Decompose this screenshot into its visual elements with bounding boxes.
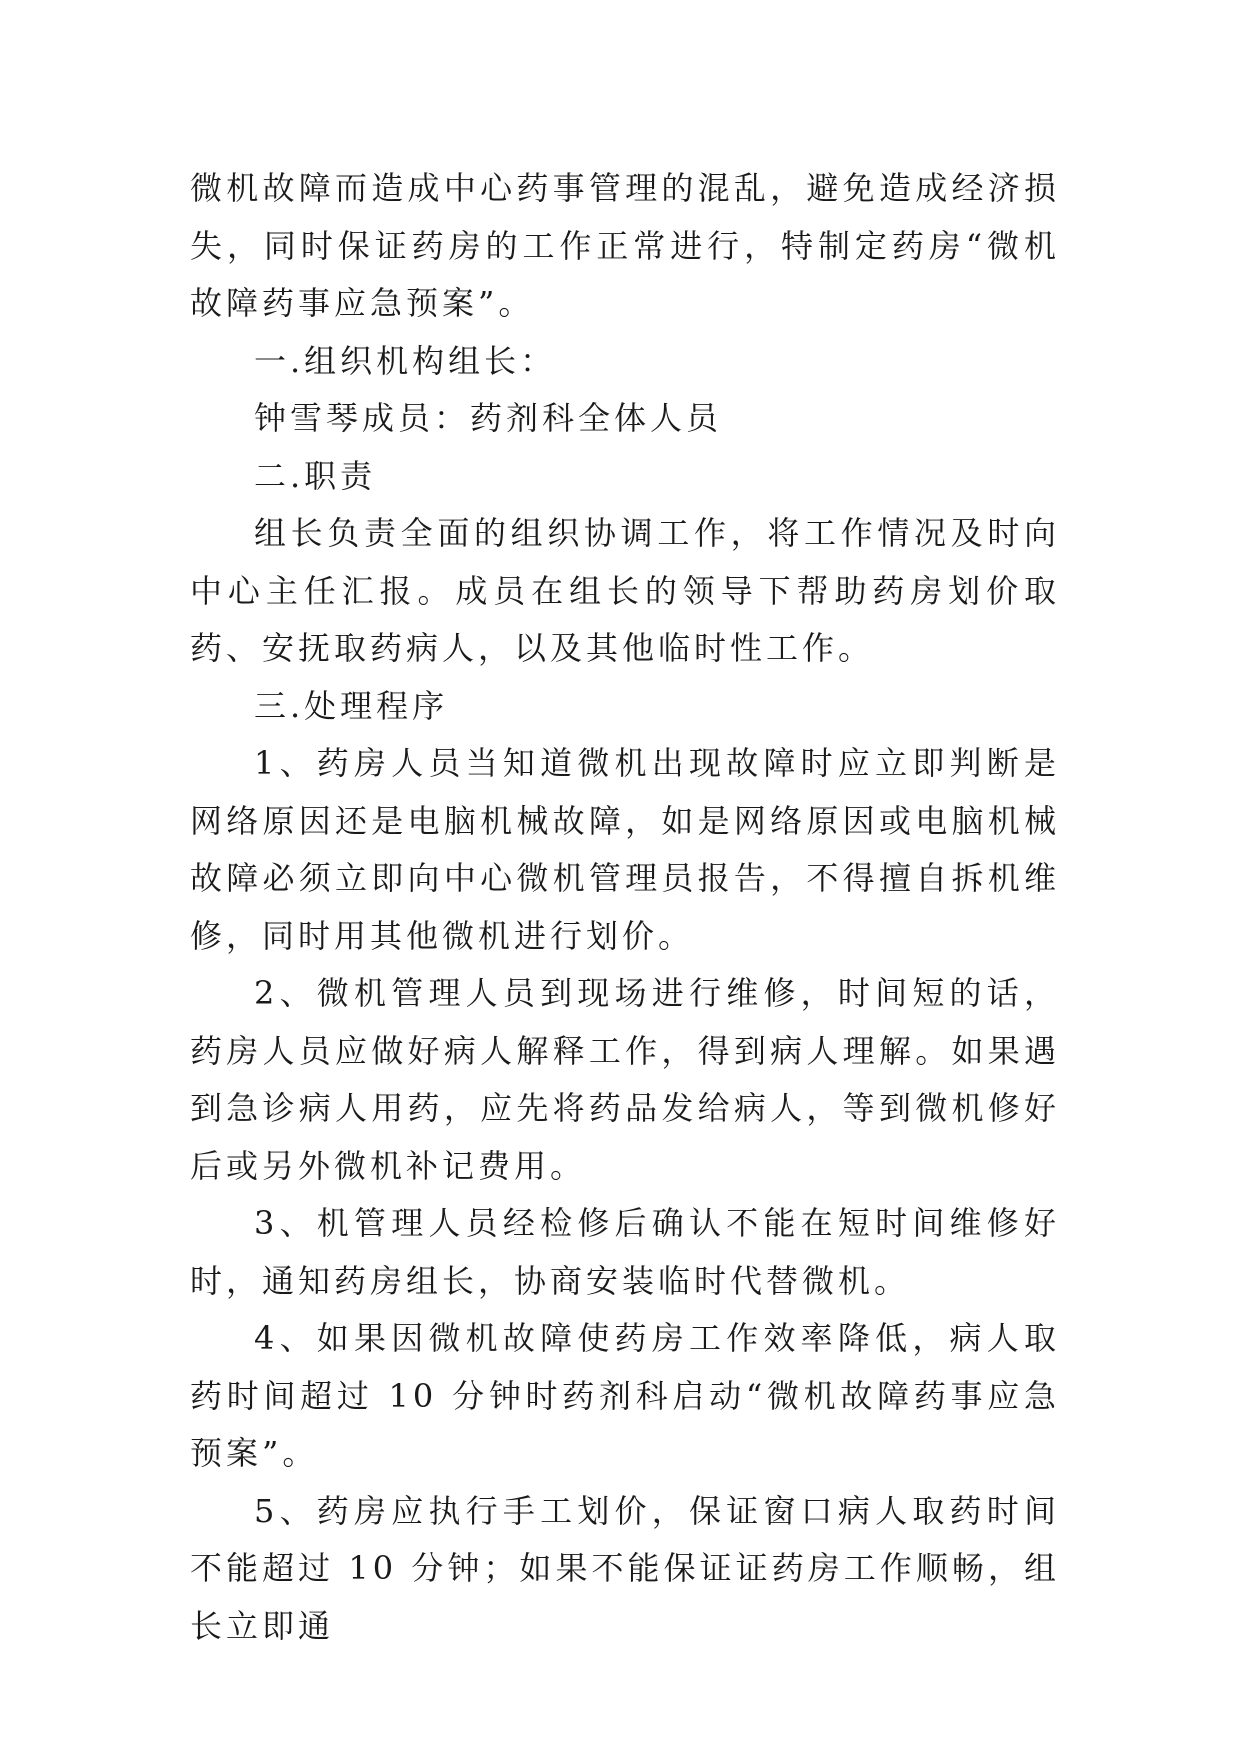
procedure-step-3: 3、机管理人员经检修后确认不能在短时间维修好时，通知药房组长，协商安装临时代替微机。 [190, 1204, 1060, 1300]
heading-responsibilities: 二.职责 [254, 456, 377, 495]
paragraph-members: 钟雪琴成员：药剂科全体人员 [254, 399, 723, 437]
paragraph-responsibilities: 组长负责全面的组织协调工作，将工作情况及时向中心主任汇报。成员在组长的领导下帮助药房划价取药、安抚取药病人，以及其他临时性工作。 [190, 514, 1060, 667]
document-body [190, 160, 1060, 1655]
procedure-step-4: 4、如果因微机故障使药房工作效率降低，病人取药时间超过 10 分钟时药剂科启动“微机故障药事应急预案”。 [190, 1319, 1060, 1472]
procedure-step-5: 5、药房应执行手工划价，保证窗口病人取药时间不能超过 10 分钟；如果不能保证证药房工作顺畅，组长立即通 [190, 1491, 1060, 1645]
procedure-step-1: 1、药房人员当知道微机出现故障时应立即判断是网络原因还是电脑机械故障，如是网络原因或电脑机械故障必须立即向中心微机管理员报告，不得擅自拆机维修，同时用其他微机进行划价。 [190, 744, 1060, 955]
procedure-step-2: 2、微机管理人员到现场进行维修，时间短的话，药房人员应做好病人解释工作，得到病人理解。如果遇到急诊病人用药，应先将药品发给病人，等到微机修好后或另外微机补记费用。 [190, 974, 1060, 1185]
heading-procedure: 三.处理程序 [254, 686, 449, 725]
paragraph-intro: 微机故障而造成中心药事管理的混乱，避免造成经济损失，同时保证药房的工作正常进行，特制定药房“微机故障药事应急预案”。 [190, 169, 1060, 322]
heading-organization: 一.组织机构组长： [254, 341, 557, 380]
